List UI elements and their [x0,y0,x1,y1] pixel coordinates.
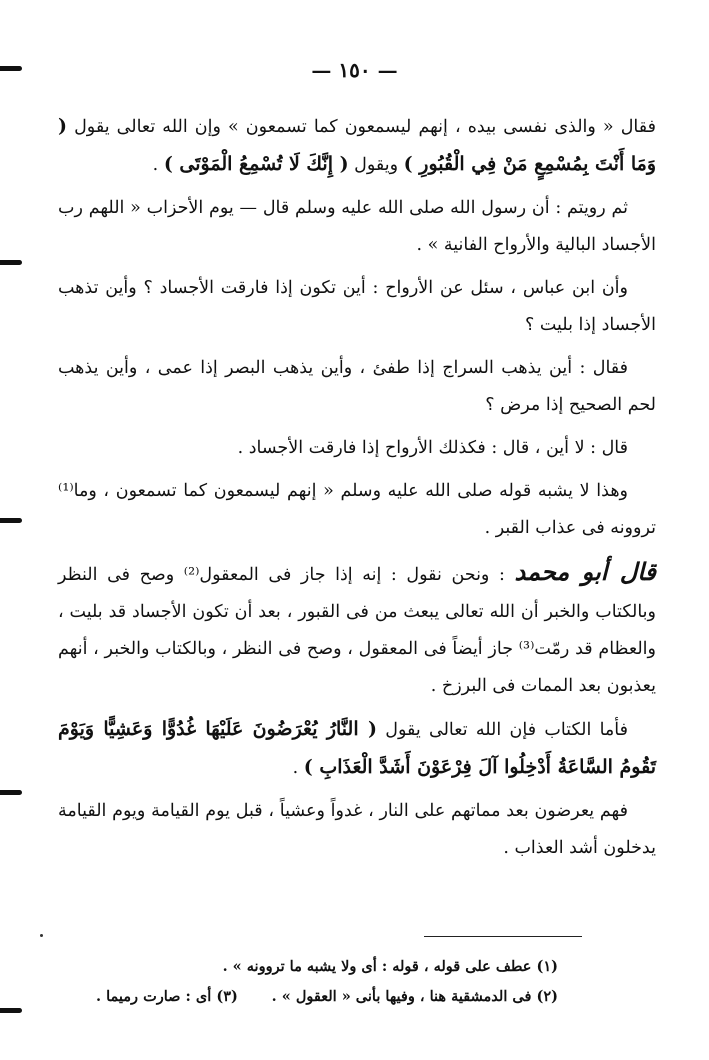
paragraph-7 [58,553,656,705]
paragraph-1-joiner: ويقول [348,155,404,175]
paragraph-1-end: . [152,155,164,175]
footnote-row [96,982,558,1012]
paragraph-8-text: فأما الكتاب فإن الله تعالى يقول [376,720,628,740]
paragraph-1 [58,108,656,184]
footnote-3: (٣) أى : صارت رميما . [96,988,238,1005]
paragraph-9: فهم يعرضون بعد مماتهم على النار ، غدواً وعشياً ، قبل يوم القيامة ويوم القيامة يدخلون أشد العذاب . [58,801,656,858]
quran-verse: ( وَمَا أَنْتَ بِمُسْمِعٍ مَنْ فِي الْقُبُورِ ) [58,115,656,175]
paragraph-8-end: . [292,758,304,778]
scan-edge-mark [0,1008,22,1013]
footnote-1: (١) عطف على قوله ، قوله : أى ولا يشبه ما تروونه » . [222,958,558,975]
main-text [58,108,656,867]
quran-verse: ( النَّارُ يُعْرَضُونَ عَلَيْهَا غُدُوًّا وَعَشِيًّا وَيَوْمَ تَقُومُ السَّاعَةُ أَدْخِلُوا آلَ فِرْعَوْنَ أَشَدَّ الْعَذَابِ ) [58,718,656,778]
scan-edge-mark [0,518,22,523]
paragraph-6: وهذا لا يشبه قوله صلى الله عليه وسلم « إنهم ليسمعون كما تسمعون ، وما⁽¹⁾ تروونه فى عذاب القبر . [58,481,656,538]
paragraph-7-text: : ونحن نقول : إنه إذا جاز فى المعقول⁽²⁾ وصح فى النظر وبالكتاب والخبر أن الله تعالى يبعث من فى القبور ، بعد أن تكون الأجساد قد بليت ، والعظام قد رمّت⁽³⁾ جاز أيضاً فى المعقول ، وصح فى النظر ، وبالكتاب والخبر ، أنهم يعذبون بعد الممات فى البرزخ . [58,565,656,696]
paragraph-1-text: فقال « والذى نفسى بيده ، إنهم ليسمعون كما تسمعون » وإن الله تعالى يقول [74,117,656,137]
scan-edge-mark [0,260,22,265]
quran-verse: ( إِنَّكَ لَا تُسْمِعُ الْمَوْتَى ) [163,153,349,175]
paragraph-2: ثم رويتم : أن رسول الله صلى الله عليه وسلم قال — يوم الأحزاب « اللهم رب الأجساد البالية والأرواح الفانية » . [58,198,656,255]
footnote-separator [424,936,582,937]
paragraph-3: وأن ابن عباس ، سئل عن الأرواح : أين تكون إذا فارقت الأجساد ؟ وأين تذهب الأجساد إذا بليت ؟ [58,278,656,335]
scan-speck [40,934,43,937]
footnotes [96,952,558,1012]
paragraph-8 [58,711,656,787]
scan-edge-mark [0,790,22,795]
page-number: — ١٥٠ — [311,58,398,82]
paragraph-4: فقال : أين يذهب السراج إذا طفئ ، وأين يذهب البصر إذا عمى ، وأين يذهب لحم الصحيح إذا مرض ؟ [58,358,656,415]
paragraph-5: قال : لا أين ، قال : فكذلك الأرواح إذا فارقت الأجساد . [237,438,628,458]
author-signature: قال أبو محمد [514,557,657,586]
footnote-2: (٢) فى الدمشقية هنا ، وفيها بأنى « العقول » . [271,988,558,1005]
